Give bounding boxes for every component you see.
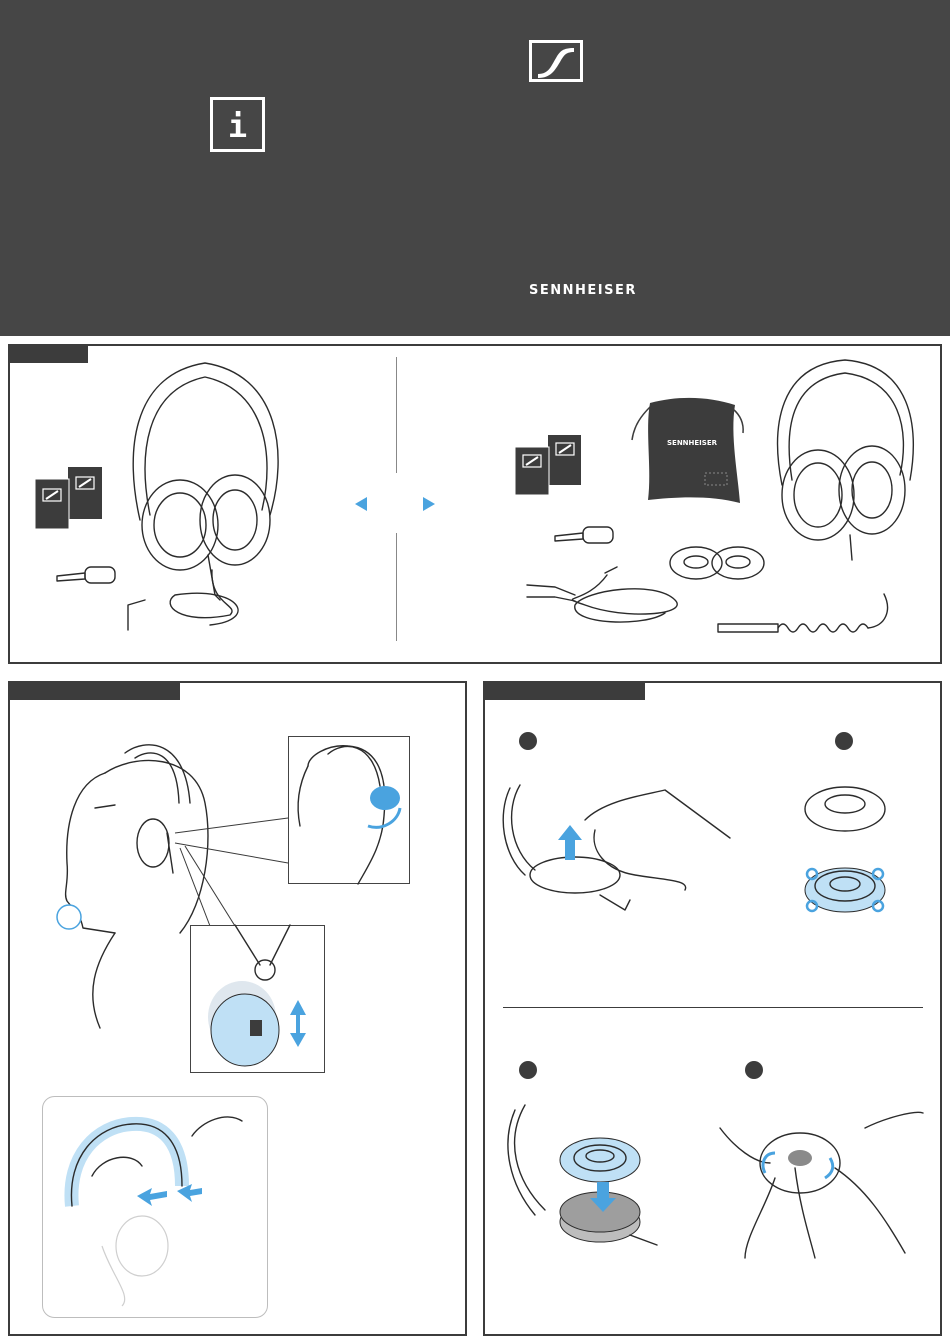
pouch-brand: SENNHEISER: [667, 439, 717, 447]
straight-cable-illustration: [525, 565, 685, 627]
headphones-illustration-right: [770, 355, 920, 565]
variant-divider-bottom: [396, 533, 397, 641]
step-marker-3: [519, 1061, 537, 1079]
section-tab: [485, 683, 645, 700]
step-marker-2: [835, 732, 853, 750]
triangle-left-icon: [355, 497, 367, 511]
pouch-illustration: [630, 395, 745, 505]
variant-divider-top: [396, 357, 397, 473]
triangle-right-icon: [423, 497, 435, 511]
sennheiser-logo-icon: [529, 40, 583, 82]
fit-detail-inset: [288, 736, 410, 884]
info-glyph: i: [227, 107, 248, 145]
attach-earpad-illustration: [505, 1100, 665, 1260]
adapter-plug-illustration: [55, 563, 117, 585]
press-earpad-illustration: [715, 1108, 925, 1258]
manuals-illustration: [35, 467, 105, 529]
manuals-illustration-right: [515, 435, 583, 495]
height-adjust-inset: [190, 925, 325, 1073]
adapter-plug-illustration-right: [553, 523, 615, 545]
brand-wordmark: SENNHEISER: [529, 283, 637, 298]
section-tab: [10, 683, 180, 700]
section-tab: [10, 346, 88, 363]
cover-panel: [0, 0, 950, 336]
headband-adjust-illustration: [42, 1096, 268, 1318]
step-marker-1: [519, 732, 537, 750]
step-marker-4: [745, 1061, 763, 1079]
remove-earpad-illustration: [495, 780, 735, 920]
headphones-illustration: [120, 355, 290, 645]
coiled-cable-illustration: [716, 590, 896, 638]
info-icon: [210, 97, 265, 152]
zoom-leader-lines: [175, 818, 290, 928]
step-divider: [503, 1007, 923, 1008]
earpad-stretch-illustration: [800, 782, 890, 922]
